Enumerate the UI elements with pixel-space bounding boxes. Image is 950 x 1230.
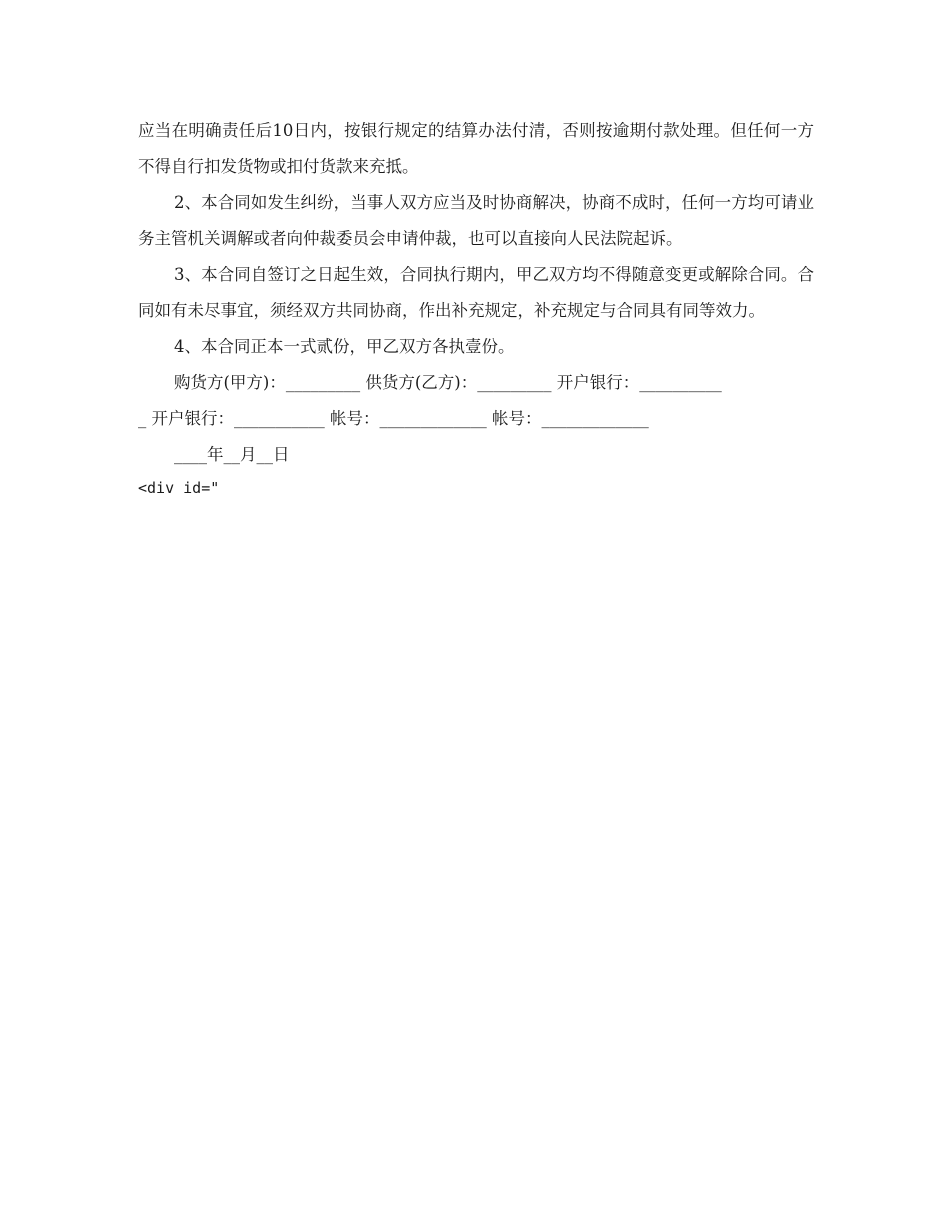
- paragraph-dispute: 2、本合同如发生纠纷，当事人双方应当及时协商解决，协商不成时，任何一方均可请业务主管机关调解或者向仲裁委员会申请仲裁，也可以直接向人民法院起诉。: [138, 193, 814, 248]
- signature-line-accounts: _ 开户银行：___________ 帐号：_____________ 帐号：_____________: [138, 409, 649, 428]
- paragraph-copies: 4、本合同正本一式贰份，甲乙双方各执壹份。: [174, 337, 515, 356]
- contract-body: [138, 113, 814, 503]
- paragraph-effective: 3、本合同自签订之日起生效，合同执行期内，甲乙双方均不得随意变更或解除合同。合同如有未尽事宜，须经双方共同协商，作出补充规定，补充规定与合同具有同等效力。: [138, 265, 814, 320]
- date-line: ____年__月__日: [174, 445, 290, 464]
- signature-line-buyer-seller: 购货方(甲方)：_________ 供货方(乙方)：_________ 开户银行：__________: [174, 373, 722, 392]
- paragraph-settlement: 应当在明确责任后10日内，按银行规定的结算办法付清，否则按逾期付款处理。但任何一方不得自行扣发货物或扣付货款来充抵。: [138, 121, 814, 176]
- stray-html-fragment: <div id=": [138, 479, 220, 497]
